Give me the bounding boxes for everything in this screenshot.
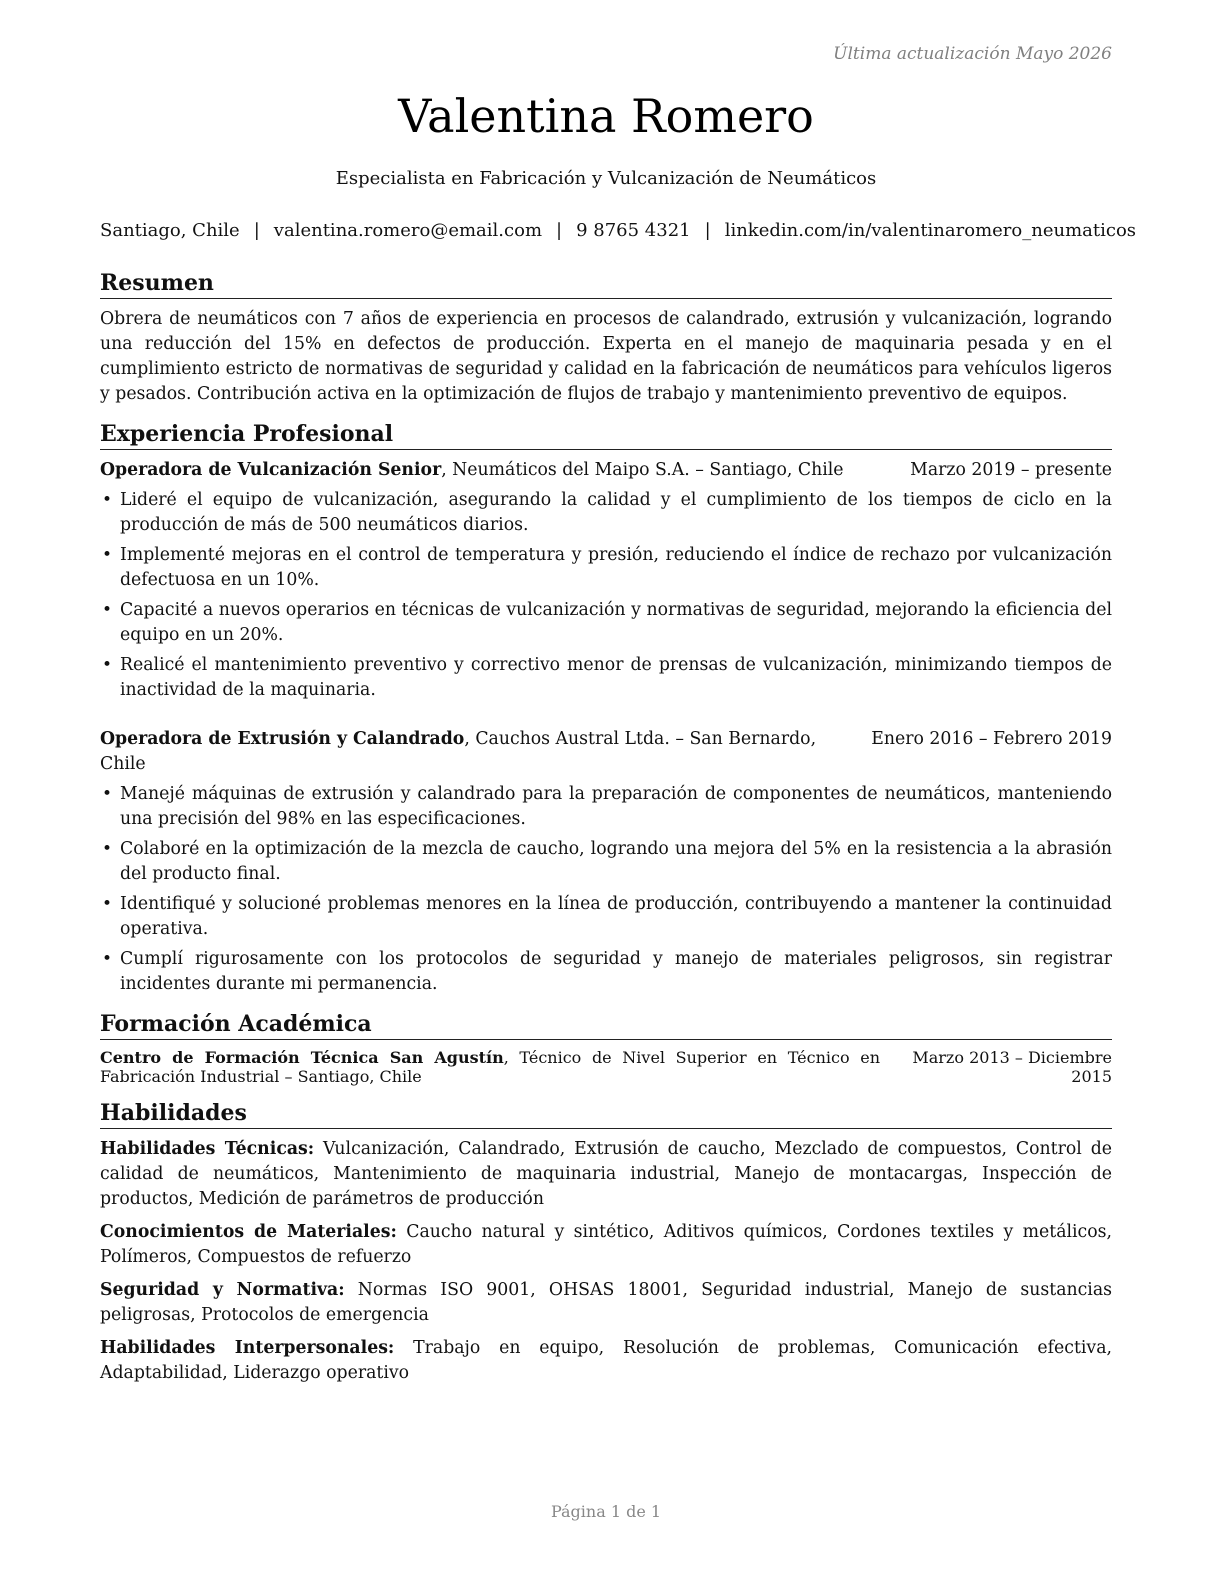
contact-phone: 9 8765 4321 [576, 220, 691, 241]
last-updated: Última actualización Mayo 2026 [833, 44, 1112, 64]
job-entry [100, 458, 1112, 703]
candidate-title: Especialista en Fabricación y Vulcanización de Neumáticos [335, 168, 877, 189]
education-heading: Formación Académica [100, 1009, 1112, 1040]
job-bullets [100, 782, 1112, 997]
page-number: Página 1 de 1 [550, 1502, 662, 1521]
bullet-icon: • [102, 545, 113, 565]
job-title: Operadora de Extrusión y Calandrado [100, 729, 465, 749]
contact-location: Santiago, Chile [100, 220, 240, 241]
job-company: , Cauchos Austral Ltda. – San Bernardo, Chile [100, 729, 817, 774]
job-entry [100, 727, 1112, 997]
list-item: • Identifiqué y solucioné problemas menores en la línea de producción, contribuyendo a mantener la continuidad operativa. [102, 894, 1112, 939]
education-institution: Centro de Formación Técnica San Agustín [100, 1048, 504, 1067]
bullet-icon: • [102, 894, 113, 914]
experience-heading: Experiencia Profesional [100, 419, 1112, 450]
bullet-icon: • [102, 839, 113, 859]
bullet-icon: • [102, 949, 113, 969]
job-header [100, 458, 1112, 483]
contact-separator: | [704, 220, 711, 241]
resume-page [100, 0, 1137, 1584]
list-item: • Colaboré en la optimización de la mezcla de caucho, logrando una mejora del 5% en la resistencia a la abrasión del producto final. [102, 839, 1112, 884]
candidate-name: Valentina Romero [398, 89, 814, 143]
summary-heading: Resumen [100, 268, 1112, 299]
job-bullets [100, 488, 1112, 703]
list-item: • Realicé el mantenimiento preventivo y correctivo menor de prensas de vulcanización, minimizando tiempos de inactividad de la maquinaria. [102, 655, 1112, 700]
skill-text: Normas ISO 9001, OHSAS 18001, Seguridad industrial, Manejo de sustancias peligrosas, Protocolos de emergencia [100, 1280, 1112, 1325]
resume-body [100, 268, 1112, 1386]
list-item: • Capacité a nuevos operarios en técnicas de vulcanización y normativas de seguridad, mejorando la eficiencia del equipo en un 20%. [102, 600, 1112, 645]
bullet-icon: • [102, 490, 113, 510]
contact-separator: | [556, 220, 563, 241]
bullet-icon: • [102, 784, 113, 804]
list-item: • Lideré el equipo de vulcanización, asegurando la calidad y el cumplimiento de los tiempos de ciclo en la producción de más de 500 neumáticos diarios. [102, 490, 1112, 535]
job-dates: Enero 2016 – Febrero 2019 [871, 729, 1112, 749]
skill-label: Habilidades Interpersonales: [100, 1338, 395, 1358]
list-item: • Cumplí rigurosamente con los protocolos de seguridad y manejo de materiales peligrosos, sin registrar incidentes durante mi permanencia. [102, 949, 1112, 994]
education-dates: Marzo 2013 – Diciembre 2015 [912, 1048, 1112, 1086]
contact-email[interactable]: valentina.romero@email.com [273, 220, 543, 241]
bullet-icon: • [102, 600, 113, 620]
job-company: , Neumáticos del Maipo S.A. – Santiago, Chile [441, 460, 844, 480]
education-entry [100, 1048, 1112, 1086]
contact-line [100, 218, 1137, 244]
list-item: • Manejé máquinas de extrusión y calandrado para la preparación de componentes de neumáticos, manteniendo una precisión del 98% en las especificaciones. [102, 784, 1112, 829]
skill-label: Conocimientos de Materiales: [100, 1222, 397, 1242]
skill-text: Caucho natural y sintético, Aditivos químicos, Cordones textiles y metálicos, Polímeros, Compuestos de refuerzo [100, 1222, 1112, 1267]
job-title: Operadora de Vulcanización Senior [100, 460, 442, 480]
skill-text: Vulcanización, Calandrado, Extrusión de caucho, Mezclado de compuestos, Control de calidad de neumáticos, Mantenimiento de maquinaria industrial, Manejo de montacargas, Inspección de productos, Medición de parámetros de producción [100, 1139, 1112, 1209]
skill-group [100, 1220, 1112, 1270]
bullet-icon: • [102, 655, 113, 675]
education-degree: , Técnico de Nivel Superior en Técnico en Fabricación Industrial – Santiago, Chile [100, 1048, 880, 1086]
skill-group [100, 1137, 1112, 1212]
contact-separator: | [253, 220, 260, 241]
job-header [100, 727, 1112, 777]
job-dates: Marzo 2019 – presente [910, 460, 1112, 480]
contact-linkedin[interactable]: linkedin.com/in/valentinaromero_neumaticos [724, 220, 1137, 241]
skill-group [100, 1278, 1112, 1328]
skills-heading: Habilidades [100, 1098, 1112, 1129]
skill-label: Habilidades Técnicas: [100, 1139, 315, 1159]
summary-text: Obrera de neumáticos con 7 años de experiencia en procesos de calandrado, extrusión y vulcanización, logrando una reducción del 15% en defectos de producción. Experta en el manejo de maquinaria pesada y en el cumplimiento estricto de normativas de seguridad y calidad en la fabricación de neumáticos para vehículos ligeros y pesados. Contribución activa en la optimización de flujos de trabajo y mantenimiento preventivo de equipos. [100, 309, 1112, 404]
skill-text: Trabajo en equipo, Resolución de problemas, Comunicación efectiva, Adaptabilidad, Liderazgo operativo [100, 1338, 1112, 1383]
skill-label: Seguridad y Normativa: [100, 1280, 345, 1300]
list-item: • Implementé mejoras en el control de temperatura y presión, reduciendo el índice de rechazo por vulcanización defectuosa en un 10%. [102, 545, 1112, 590]
skill-group [100, 1336, 1112, 1386]
